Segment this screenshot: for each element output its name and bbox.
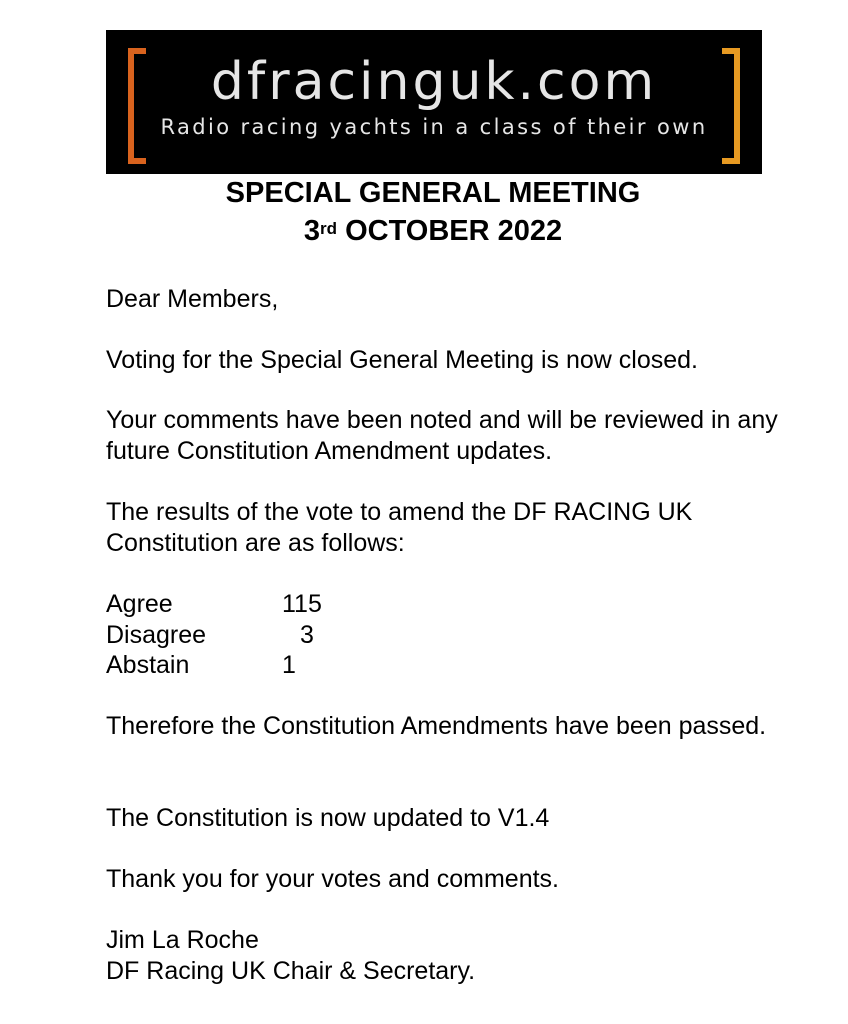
signature-name: Jim La Roche <box>106 926 259 954</box>
meeting-date-ordinal: rd <box>320 219 338 238</box>
vote-label: Agree <box>106 590 173 618</box>
version-paragraph: The Constitution is now updated to V1.4 <box>106 804 550 832</box>
logo-tagline: Radio racing yachts in a class of their own <box>160 115 708 139</box>
vote-row-abstain <box>106 650 406 681</box>
logo-left-bracket <box>128 48 146 164</box>
results-intro-paragraph: The results of the vote to amend the DF RACING UK Constitution are as follows: <box>106 498 693 557</box>
voting-closed-paragraph: Voting for the Special General Meeting is now closed. <box>106 346 699 374</box>
thanks-paragraph: Thank you for your votes and comments. <box>106 865 559 893</box>
meeting-date <box>0 214 848 248</box>
vote-count: 3 <box>300 621 314 649</box>
meeting-date-rest: OCTOBER 2022 <box>337 215 563 247</box>
vote-count: 1 <box>282 651 296 679</box>
vote-row-disagree <box>106 620 406 651</box>
amendments-passed-paragraph: Therefore the Constitution Amendments have been passed. <box>106 712 767 740</box>
vote-label: Abstain <box>106 651 190 679</box>
logo-wordmark: dfracinguk.com <box>210 52 658 112</box>
logo-banner <box>106 30 762 174</box>
greeting: Dear Members, <box>106 285 279 313</box>
vote-count: 115 <box>282 590 322 618</box>
logo-right-bracket <box>722 48 740 164</box>
vote-row-agree <box>106 589 406 620</box>
comments-paragraph: Your comments have been noted and will be reviewed in any future Constitution Amendment updates. <box>106 406 778 465</box>
signature-title: DF Racing UK Chair & Secretary. <box>106 957 476 985</box>
meeting-title: SPECIAL GENERAL MEETING <box>225 177 641 209</box>
vote-label: Disagree <box>106 621 207 649</box>
meeting-date-day: 3 <box>303 215 321 247</box>
